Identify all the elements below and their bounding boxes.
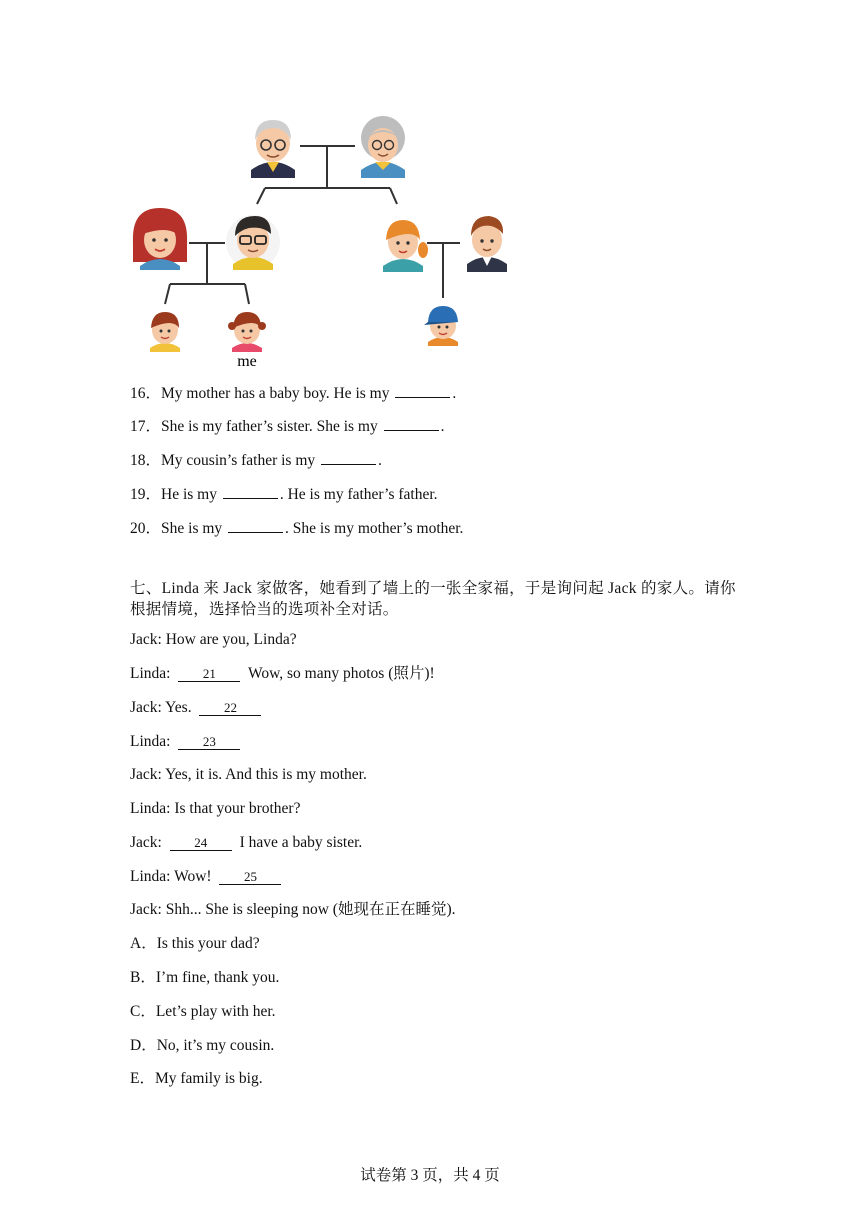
cousin-avatar — [424, 306, 458, 346]
tree-connectors — [165, 146, 460, 304]
option-c: C．Let’s play with her. — [130, 1003, 276, 1020]
dialogue-line-2: Linda: 21 Wow, so many photos (照片)! — [130, 665, 435, 682]
me-avatar — [228, 312, 266, 352]
answer-blank-22[interactable]: 22 — [199, 700, 261, 716]
dialogue-line-8: Linda: Wow! 25 — [130, 867, 285, 887]
answer-blank-18[interactable] — [321, 449, 376, 465]
option-b: B．I’m fine, thank you. — [130, 969, 280, 986]
question-20: 20．She is my . She is my mother’s mother. — [130, 517, 463, 539]
option-a: A．Is this your dad? — [130, 935, 260, 952]
dialogue-line-4: Linda: 23 — [130, 732, 244, 752]
dialogue-line-7: Jack: 24 I have a baby sister. — [130, 834, 363, 851]
answer-blank-17[interactable] — [384, 415, 439, 431]
father-avatar — [226, 215, 280, 270]
section-7-heading: 七、Linda 来 Jack 家做客，她看到了墙上的一张全家福，于是询问起 Jack 的家人。请你根据情境，选择恰当的选项补全对话。 — [130, 580, 736, 618]
answer-blank-19[interactable] — [223, 483, 278, 499]
answer-blank-21[interactable]: 21 — [178, 666, 240, 682]
dialogue-line-9: Jack: Shh... She is sleeping now (她现在正在睡觉). — [130, 901, 456, 918]
brother-avatar — [150, 312, 180, 352]
me-label: me — [237, 353, 257, 370]
dialogue-line-5: Jack: Yes, it is. And this is my mother. — [130, 766, 367, 783]
answer-blank-16[interactable] — [395, 382, 450, 398]
page-footer: 试卷第 3 页，共 4 页 — [360, 1167, 500, 1184]
answer-blank-20[interactable] — [228, 517, 283, 533]
grandmother-avatar — [361, 116, 405, 178]
dialogue-line-1: Jack: How are you, Linda? — [130, 631, 297, 648]
family-tree-illustration — [125, 108, 525, 370]
aunt-avatar — [383, 220, 428, 272]
dialogue-line-3: Jack: Yes. 22 — [130, 698, 265, 718]
dialogue-line-6: Linda: Is that your brother? — [130, 800, 301, 817]
uncle-avatar — [467, 216, 507, 272]
option-d: D．No, it’s my cousin. — [130, 1037, 275, 1054]
question-17: 17．She is my father’s sister. She is my . — [130, 415, 444, 437]
question-18: 18．My cousin’s father is my . — [130, 449, 382, 471]
question-16: 16．My mother has a baby boy. He is my . — [130, 382, 456, 404]
answer-blank-23[interactable]: 23 — [178, 734, 240, 750]
question-19: 19．He is my . He is my father’s father. — [130, 483, 438, 505]
mother-avatar — [132, 208, 188, 270]
answer-blank-24[interactable]: 24 — [170, 835, 232, 851]
answer-blank-25[interactable]: 25 — [219, 869, 281, 885]
option-e: E．My family is big. — [130, 1070, 263, 1087]
grandfather-avatar — [251, 120, 295, 178]
